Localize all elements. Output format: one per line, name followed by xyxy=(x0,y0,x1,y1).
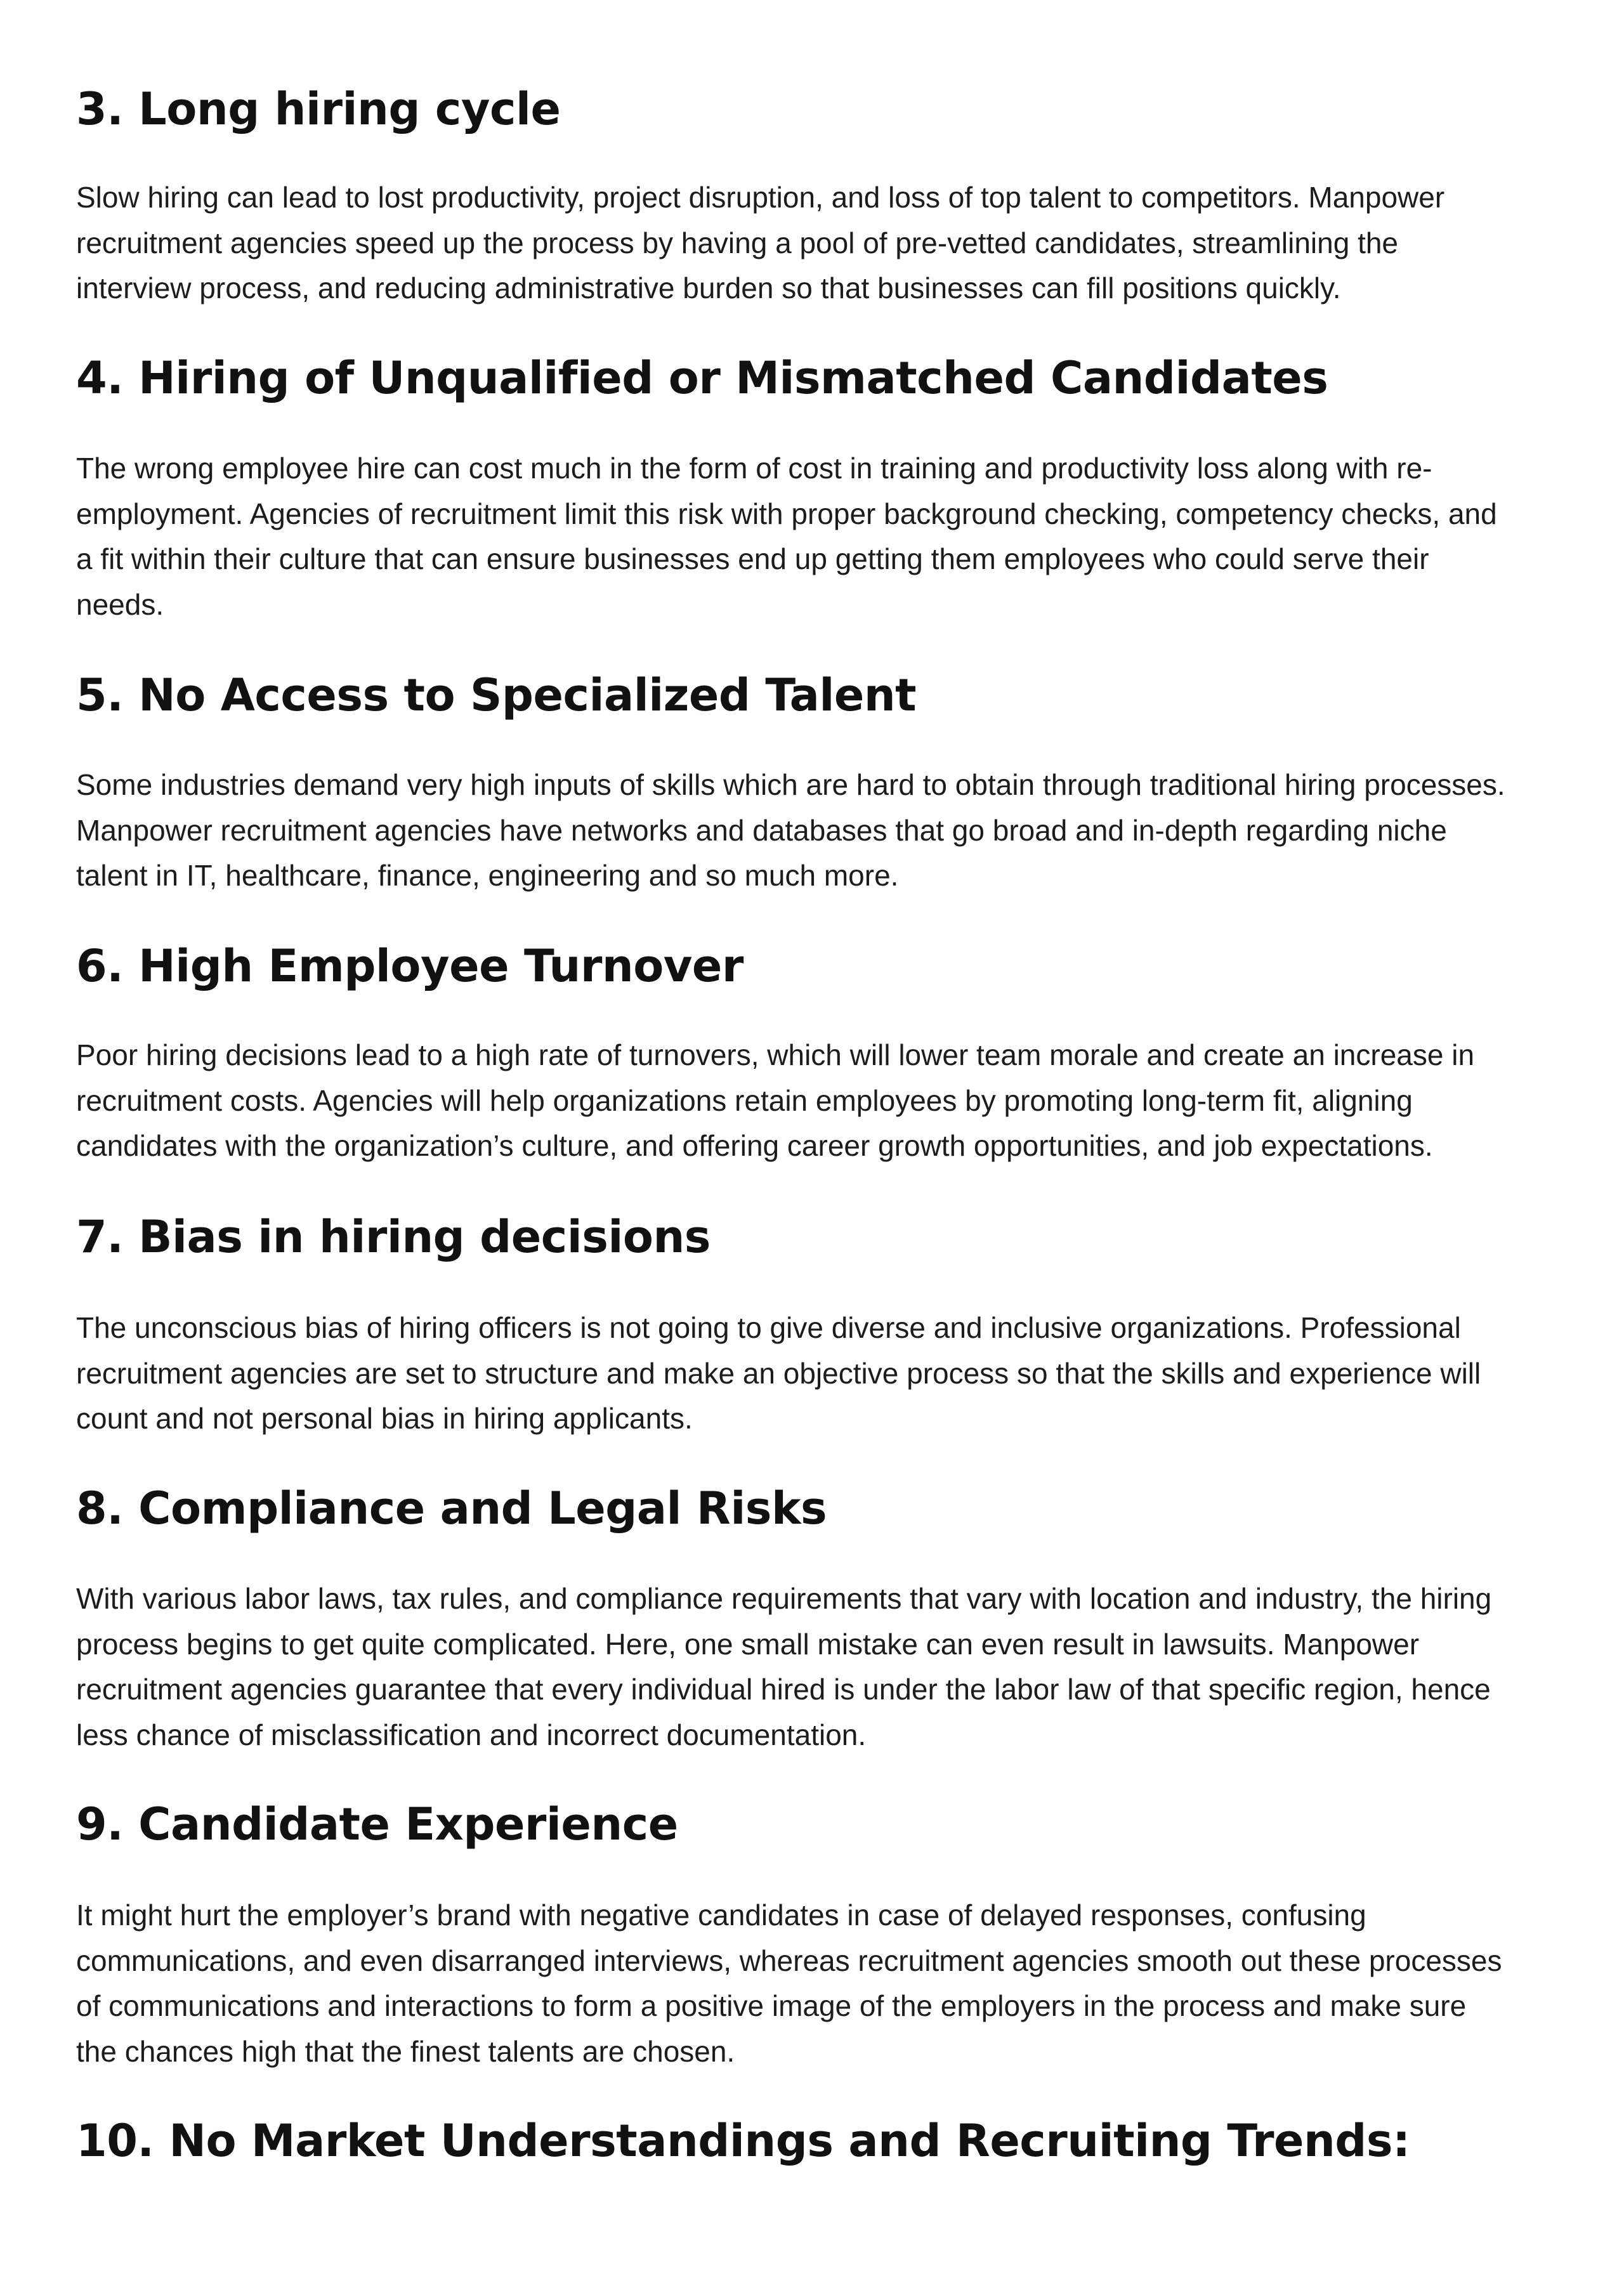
paragraph-line: needs. xyxy=(76,587,164,621)
paragraph-line: a fit within their culture that can ensure businesses end up getting them employees who could serve their xyxy=(76,542,1429,575)
section-5-body xyxy=(76,762,1573,899)
section-9 xyxy=(76,1794,1573,1855)
paragraph-line: the chances high that the finest talents are chosen. xyxy=(76,2034,735,2068)
paragraph-line: recruitment agencies speed up the process by having a pool of pre-vetted candidates, streamlining the xyxy=(76,226,1399,259)
paragraph-line: With various labor laws, tax rules, and compliance requirements that vary with location and industry, the hiring xyxy=(76,1582,1492,1615)
section-paragraph xyxy=(76,1576,1573,1758)
section-paragraph xyxy=(76,1893,1573,2074)
section-paragraph xyxy=(76,175,1573,311)
section-heading: 3. Long hiring cycle xyxy=(76,83,561,135)
section-8 xyxy=(76,1478,1573,1539)
section-paragraph xyxy=(76,446,1573,627)
section-heading: 10. No Market Understandings and Recruiting Trends: xyxy=(76,2115,1410,2167)
paragraph-line: recruitment agencies are set to structure and make an objective process so that the skills and experience will xyxy=(76,1356,1481,1390)
section-6-body xyxy=(76,1033,1573,1169)
section-3-body xyxy=(76,175,1573,311)
section-heading: 4. Hiring of Unqualified or Mismatched Candidates xyxy=(76,352,1328,404)
section-heading: 6. High Employee Turnover xyxy=(76,940,743,992)
paragraph-line: candidates with the organization’s culture, and offering career growth opportunities, and job expectations. xyxy=(76,1129,1433,1162)
paragraph-line: Manpower recruitment agencies have networks and databases that go broad and in-depth regarding niche xyxy=(76,813,1447,847)
section-5 xyxy=(76,665,1573,726)
section-paragraph xyxy=(76,762,1573,899)
section-heading: 9. Candidate Experience xyxy=(76,1798,678,1850)
paragraph-line: of communications and interactions to form a positive image of the employers in the process and make sure xyxy=(76,1989,1467,2022)
paragraph-line: count and not personal bias in hiring applicants. xyxy=(76,1402,693,1435)
paragraph-line: Poor hiring decisions lead to a high rate of turnovers, which will lower team morale and create an increase in xyxy=(76,1038,1475,1071)
paragraph-line: recruitment agencies guarantee that every individual hired is under the labor law of that specific region, hence xyxy=(76,1673,1491,1706)
section-paragraph xyxy=(76,1033,1573,1169)
section-6 xyxy=(76,936,1573,997)
section-4 xyxy=(76,348,1573,409)
paragraph-line: talent in IT, healthcare, finance, engineering and so much more. xyxy=(76,859,899,892)
paragraph-line: interview process, and reducing administrative burden so that businesses can fill positions quickly. xyxy=(76,271,1341,304)
section-heading: 5. No Access to Specialized Talent xyxy=(76,669,917,721)
paragraph-line: process begins to get quite complicated. Here, one small mistake can even result in lawsuits. Manpower xyxy=(76,1627,1420,1661)
paragraph-line: Some industries demand very high inputs of skills which are hard to obtain through traditional hiring processes. xyxy=(76,768,1505,801)
section-9-body xyxy=(76,1893,1573,2074)
paragraph-line: less chance of misclassification and incorrect documentation. xyxy=(76,1718,867,1751)
paragraph-line: It might hurt the employer’s brand with negative candidates in case of delayed responses, confusing xyxy=(76,1899,1366,1932)
paragraph-line: Slow hiring can lead to lost productivity, project disruption, and loss of top talent to competitors. Manpower xyxy=(76,181,1445,214)
paragraph-line: The unconscious bias of hiring officers is not going to give diverse and inclusive organizations. Professional xyxy=(76,1311,1461,1344)
section-7-body xyxy=(76,1305,1573,1442)
section-8-body xyxy=(76,1576,1573,1758)
section-heading: 8. Compliance and Legal Risks xyxy=(76,1482,827,1534)
section-3 xyxy=(76,79,1573,140)
paragraph-line: The wrong employee hire can cost much in the form of cost in training and productivity loss along with re- xyxy=(76,452,1432,485)
section-paragraph xyxy=(76,1305,1573,1442)
section-4-body xyxy=(76,446,1573,627)
section-heading: 7. Bias in hiring decisions xyxy=(76,1211,710,1263)
paragraph-line: employment. Agencies of recruitment limit this risk with proper background checking, competency checks, and xyxy=(76,497,1497,530)
section-10 xyxy=(76,2110,1573,2171)
section-7 xyxy=(76,1206,1573,1267)
paragraph-line: recruitment costs. Agencies will help organizations retain employees by promoting long-term fit, aligning xyxy=(76,1083,1413,1117)
paragraph-line: communications, and even disarranged interviews, whereas recruitment agencies smooth out these processes xyxy=(76,1944,1502,1977)
